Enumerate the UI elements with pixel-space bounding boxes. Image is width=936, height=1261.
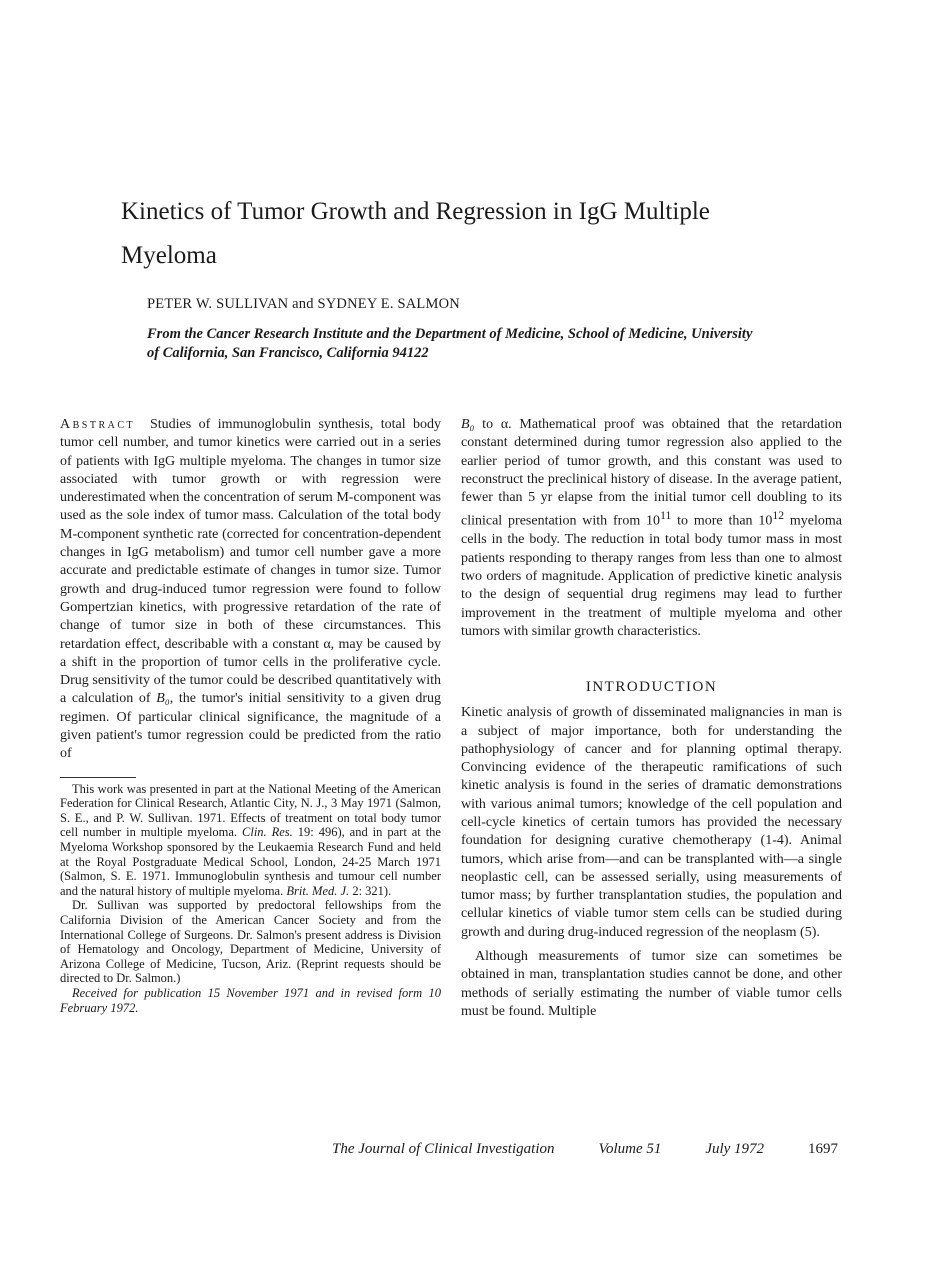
author-list: PETER W. SULLIVAN and SYDNEY E. SALMON	[147, 296, 460, 312]
left-column	[60, 416, 441, 1015]
intro-paragraph-2: Although measurements of tumor size can sometimes be obtained in man, transplantation studies cannot be done, and other methods of serially estimating the number of viable tumor cells must be found. Multiple	[461, 949, 842, 1019]
abstract-text	[60, 416, 441, 764]
abstract-part-1: Studies of immunoglobulin synthesis, total body tumor cell number, and tumor kinetics were carried out in a series of patients with IgG multiple myeloma. The changes in tumor size associated with tumor growth or with regression were underestimated when the concentration of serum M-component was used as the sole index of tumor mass. Calculation of the total body M-component synthetic rate (corrected for concentration-dependent changes in IgG metabolism) and tumor cell number gave a more accurate and predictable estimate of changes in tumor size. Tumor growth and drug-induced tumor regression were found to follow Gompertzian kinetics, with progressive retardation of the rate of change of tumor size in both of these circumstances. This retardation effect, describable with a constant α, may be caused by a shift in the proportion of tumor cells in the proliferative cycle. Drug sensitivity of the tumor could be described quantitatively with a calculation of	[60, 417, 442, 707]
abstract-continuation	[461, 416, 842, 641]
footnote-1-text-b: 19: 496), and in part at the Myeloma Workshop sponsored by the Leukaemia Research Fund and held at the Royal Postgraduate Medical School, London, 24-25 March 1971 (Salmon, S. E. 1971. Immunoglobulin synthesis and tumour cell number and the natural history of multiple myeloma.	[60, 825, 441, 898]
section-heading-introduction: INTRODUCTION	[585, 679, 718, 696]
author-affiliation: From the Cancer Research Institute and the Department of Medicine, School of Medicine, University of California, San Francisco, California 94122	[147, 326, 753, 361]
b0-symbol-right: B₀	[461, 417, 475, 432]
page-number: 1697	[808, 1141, 838, 1157]
b0-symbol: B₀	[156, 691, 170, 707]
footnote-received: Received for publication 15 November 1971 and in revised form 10 February 1972.	[60, 985, 441, 1015]
footnote-1-text-a: This work was presented in part at the National Meeting of the American Federation for Clinical Research, Atlantic City, N. J., 3 May 1971 (Salmon, S. E., and P. W. Sullivan. 1971. Effects of treatment on total body tumor cell number in multiple myeloma.	[60, 781, 441, 840]
footnote-1-text-c: 2: 321).	[352, 883, 392, 898]
abstract-cont-1: to α. Mathematical proof was obtained that the retardation constant determined during tumor regression also applied to the earlier period of tumor growth, and this constant was used to reconstruct the preclinical history of disease. In the average patient, fewer than 5 yr elapse from the initial tumor cell doubling to its clinical presentation with from 10	[461, 417, 842, 530]
exponent-12: 12	[772, 509, 785, 523]
abstract-cont-2: to more than 10	[671, 514, 773, 530]
journal-name: The Journal of Clinical Investigation	[332, 1141, 555, 1157]
footnote-presentation	[60, 782, 441, 899]
page-footer	[332, 1141, 838, 1158]
footnote-journal-2: Brit. Med. J.	[286, 883, 350, 898]
abstract-cont-3: myeloma cells in the body. The reduction in total body tumor mass in most patients responding to therapy ranges from less than one to almost two orders of magnitude. Application of predictive kinetic analysis to the design of sequential drug regimens may lead to further improvement in the treatment of multiple myeloma and other tumors with similar growth characteristics.	[461, 514, 842, 639]
intro-paragraph-1: Kinetic analysis of growth of disseminated malignancies in man is a subject of major importance, both for understanding the pathophysiology of cancer and for planning optimal therapy. Convincing evidence of the therapeutic ramifications of such kinetic analysis is found in the series of dramatic demonstrations with various animal tumors; knowledge of the cell population and cell-cycle kinetics of certain tumors has provided the necessary foundation for designing curative chemotherapy (1-4). Animal tumors, which arise from—and can be transplanted with—a single neoplastic cell, can be assessed serially, using measurements of tumor mass; by further transplantation studies, the population and cellular kinetics of viable tumor stem cells can be studied during growth and during drug-induced regression of the neoplasm (5).	[461, 705, 842, 940]
abstract-part-2: , the tumor's initial sensitivity to a given drug regimen. Of particular clinical significance, the magnitude of a given patient's tumor regression could be predicted from the ratio of	[60, 691, 442, 762]
abstract-label: Abstract	[60, 417, 136, 432]
footnote-support: Dr. Sullivan was supported by predoctoral fellowships from the California Division of the American Cancer Society and from the International College of Surgeons. Dr. Salmon's present address is Division of Hematology and Oncology, Department of Medicine, University of Arizona College of Medicine, Tucson, Ariz. (Reprint requests should be directed to Dr. Salmon.)	[60, 898, 441, 986]
right-column	[461, 416, 842, 1021]
issue-date: July 1972	[705, 1141, 765, 1157]
journal-volume: Volume 51	[598, 1141, 662, 1157]
footnote-journal-1: Clin. Res.	[242, 825, 293, 840]
footnote-divider	[60, 777, 136, 778]
exponent-11: 11	[660, 509, 672, 523]
article-title: Kinetics of Tumor Growth and Regression in IgG Multiple Myeloma	[121, 198, 710, 269]
